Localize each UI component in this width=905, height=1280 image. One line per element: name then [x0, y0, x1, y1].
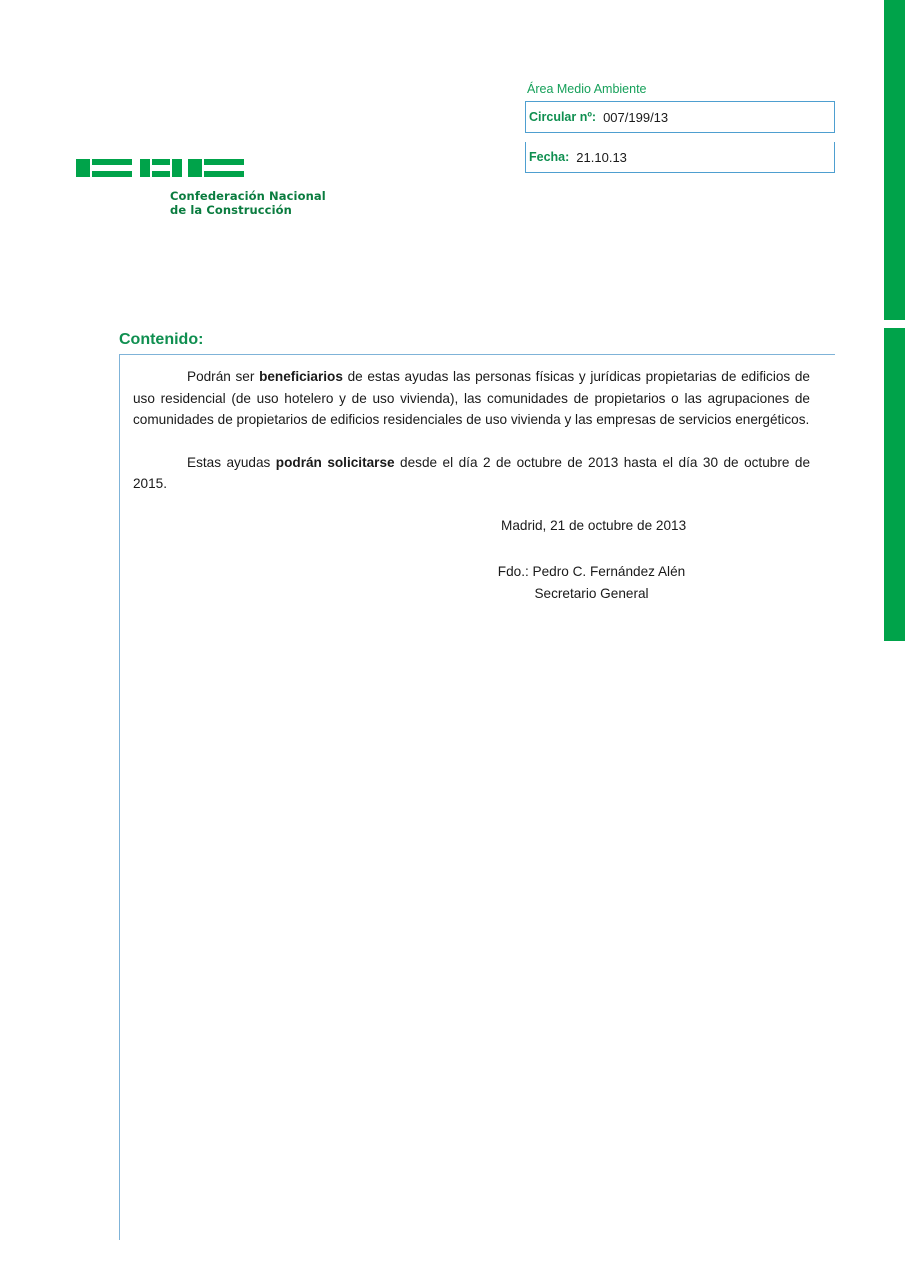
right-green-bar-bottom — [884, 328, 905, 641]
p1-bold: beneficiarios — [259, 369, 343, 384]
signer-name: Fdo.: Pedro C. Fernández Alén — [497, 563, 686, 579]
date-row — [525, 142, 835, 173]
place-and-date: Madrid, 21 de octubre de 2013 — [501, 517, 687, 533]
paragraph-plazo — [133, 452, 810, 495]
logo-wordmark — [170, 189, 336, 217]
logo-line-1: Confederación Nacional — [170, 189, 326, 203]
circular-number-label: Circular nº: — [529, 110, 597, 124]
p2-prefix: Estas ayudas — [187, 454, 276, 470]
content-heading: Contenido: — [119, 331, 204, 348]
p2-suffix: desde el día 2 de octubre de 2013 hasta el día 30 de octubre de 2015. — [133, 454, 811, 491]
cnc-logo-icon — [76, 155, 248, 181]
paragraph-beneficiarios — [133, 366, 810, 431]
date-value: 21.10.13 — [576, 149, 627, 165]
circular-number-row — [525, 102, 835, 133]
logo-line-2: de la Construcción — [170, 203, 292, 217]
document-body — [133, 366, 810, 605]
p1-suffix: de estas ayudas las personas físicas y jurídicas propietarias de edificios de uso residencial (de uso hotelero y de uso vivienda), las comunidades de propietarios o las agrupaciones de comunidades de propietarios de edificios residenciales de uso vivienda y las empresas de servicios energéticos. — [133, 369, 810, 427]
circular-number-value: 007/199/13 — [603, 109, 669, 125]
heading-divider — [119, 354, 835, 355]
header-meta — [525, 82, 835, 173]
signature-block — [133, 561, 810, 605]
left-vertical-divider — [119, 355, 120, 1240]
area-label: Área Medio Ambiente — [525, 82, 835, 102]
right-green-bar-top — [884, 0, 905, 320]
p2-bold: podrán solicitarse — [275, 454, 395, 470]
date-label: Fecha: — [529, 150, 570, 164]
signer-title: Secretario General — [534, 585, 649, 601]
p1-prefix: Podrán ser — [187, 369, 260, 384]
logo-block — [76, 155, 336, 217]
